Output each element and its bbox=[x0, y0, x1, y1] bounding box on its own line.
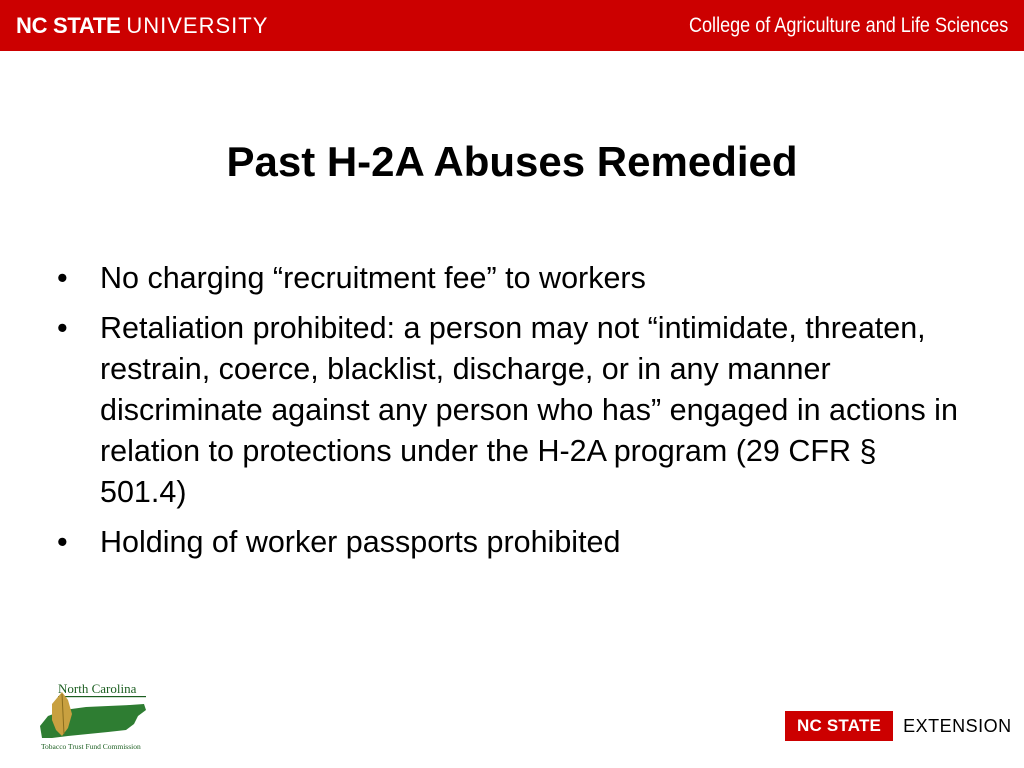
svg-text:Tobacco Trust Fund Commission: Tobacco Trust Fund Commission bbox=[41, 742, 141, 751]
tobacco-leaf-nc-map-icon bbox=[38, 680, 150, 752]
brand-bold: NC STATE bbox=[16, 13, 121, 38]
nc-state-extension-logo[interactable] bbox=[785, 711, 1012, 741]
bullet-item: • No charging “recruitment fee” to workers bbox=[57, 258, 962, 299]
tobacco-trust-fund-logo bbox=[38, 680, 150, 752]
slide-title: Past H-2A Abuses Remedied bbox=[226, 138, 798, 185]
brand-light: UNIVERSITY bbox=[126, 13, 269, 38]
extension-badge: NC STATE bbox=[785, 711, 893, 741]
svg-text:North Carolina: North Carolina bbox=[58, 681, 137, 696]
header-bar bbox=[0, 0, 1024, 51]
bullet-item: • Holding of worker passports prohibited bbox=[57, 522, 962, 563]
bullet-list bbox=[57, 258, 962, 572]
college-name: College of Agriculture and Life Sciences bbox=[688, 14, 1008, 37]
nc-state-university-logo[interactable] bbox=[16, 13, 268, 39]
bullet-item: • Retaliation prohibited: a person may not “intimidate, threaten, restrain, coerce, blacklist, discharge, or in any manner discriminate against any person who has” engaged in actions in relation to protections under the H-2A program (29 CFR § 501.4) bbox=[57, 308, 962, 513]
extension-text: EXTENSION bbox=[903, 715, 1012, 736]
